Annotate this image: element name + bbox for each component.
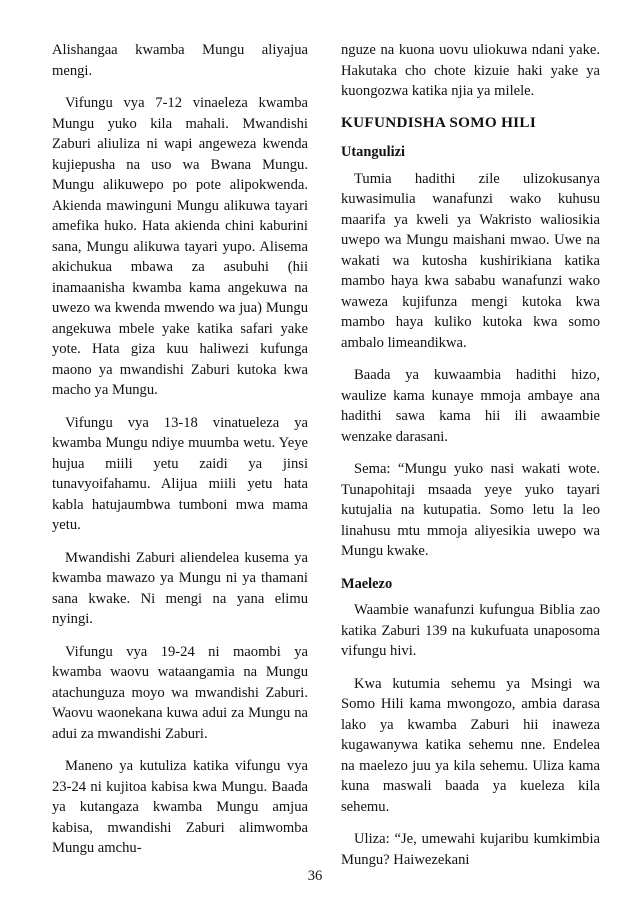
section-title: KUFUNDISHA SOMO HILI [341,113,537,131]
left-column [52,40,308,871]
paragraph-kwa-kutumia: Kwa kutumia sehemu ya Msingi wa Somo Hili kama mwongozo, ambia darasa lako ya kwamba Zaburi hii inaweza kugawanywa katika sehemu nne. Endelea na maelezo juu ya kila sehemu. Uliza kama kuna maswali baada ya kueleza kila sehemu. [341,675,600,815]
paragraph-verses-23-24: Maneno ya kutuliza katika vifungu vya 23-24 ni kujitoa kabisa kwa Mungu. Baada ya kutangaza kwamba Mungu amjua kabisa, mwandishi Zaburi alimwomba Mungu amchu- [52,758,308,856]
paragraph-verses-19-24: Vifungu vya 19-24 ni maombi ya kwamba waovu wataangamia na Mungu atachunguza moyo wa mwandishi Zaburi. Waovu waonekana kuwa adui za Mungu na adui za mwandishi Zaburi. [52,643,308,742]
paragraph-verses-13-18: Vifungu vya 13-18 vinatueleza ya kwamba Mungu ndiye muumba wetu. Yeye hujua miili yetu zaidi ya jinsi tunavyoifahamu. Alijua miili yetu hata kabla hatujaumbwa tumboni mwa mama yetu. [52,414,308,533]
subheading-maelezo: Maelezo [341,575,393,592]
paragraph-waambie: Waambie wanafunzi kufungua Biblia zao katika Zaburi 139 na kukufuata unaposoma vifungu hivi. [341,602,600,659]
paragraph-thoughts-of-god: Mwandishi Zaburi aliendelea kusema ya kwamba mawazo ya Mungu ni ya thamani sana kwake. Ni mengi na yana elimu nyingi. [52,549,308,627]
paragraph-uliza: Uliza: “Je, umewahi kujaribu kumkimbia Mungu? Haiwezekani [341,831,600,868]
paragraph-continuation: Alishangaa kwamba Mungu aliyajua mengi. [52,42,308,79]
paragraph-sema: Sema: “Mungu yuko nasi wakati wote. Tunapohitaji msaada yeye yuko tayari kutujalia na kutupatia. Somo letu la leo linahusu mtu mmoja aliyesikia uwepo wa Mungu kwake. [341,461,600,559]
right-column [341,40,600,882]
paragraph-verses-7-12: Vifungu vya 7-12 vinaeleza kwamba Mungu yuko kila mahali. Mwandishi Zaburi aliuliza ni wapi angeweza kwenda kujiepusha na uso wa Bwana Mungu. Mungu alikuwepo po pote alipokwenda. Akienda mawinguni Mungu alikuwa tayari amefika huko. Hata akienda chini kaburini sana, Mungu alikuwa tayari yupo. Alisema akichukua mbawa za asubuhi (hii inamaanisha kwamba kama angekuwa na uwezo wa kwenda mwendo wa jua) Mungu angekuwa mbele yake katika safari yake yote. Hata giza kuu haliwezi kufunga maono ya mwandishi Zaburi kutoka kwa macho ya Mungu. [52,95,308,398]
paragraph-baada-ya: Baada ya kuwaambia hadithi hizo, waulize kama kunaye mmoja ambaye ana hadithi sawa kama hii ili awaambie wenzake darasani. [341,367,600,445]
paragraph-tumia-hadithi: Tumia hadithi zile ulizokusanya kuwasimulia wanafunzi wako kuhusu maarifa ya kweli ya Wakristo waliosikia uwepo wa Mungu maishani mwao. Uwe na wakati wa kutosha kushirikiana katika mambo haya kwa sababu wanafunzi wako waweza kujifunza mengi kutoka kwa mambo haya kuliko kutoka kwa somo ambalo limeandikwa. [341,170,600,351]
page-number: 36 [307,868,323,884]
paragraph-continuation-right: nguze na kuona uovu uliokuwa ndani yake. Hakutaka cho chote kizuie haki yake ya kuongozwa katika njia ya milele. [341,42,600,99]
subheading-utangulizi: Utangulizi [341,144,405,160]
